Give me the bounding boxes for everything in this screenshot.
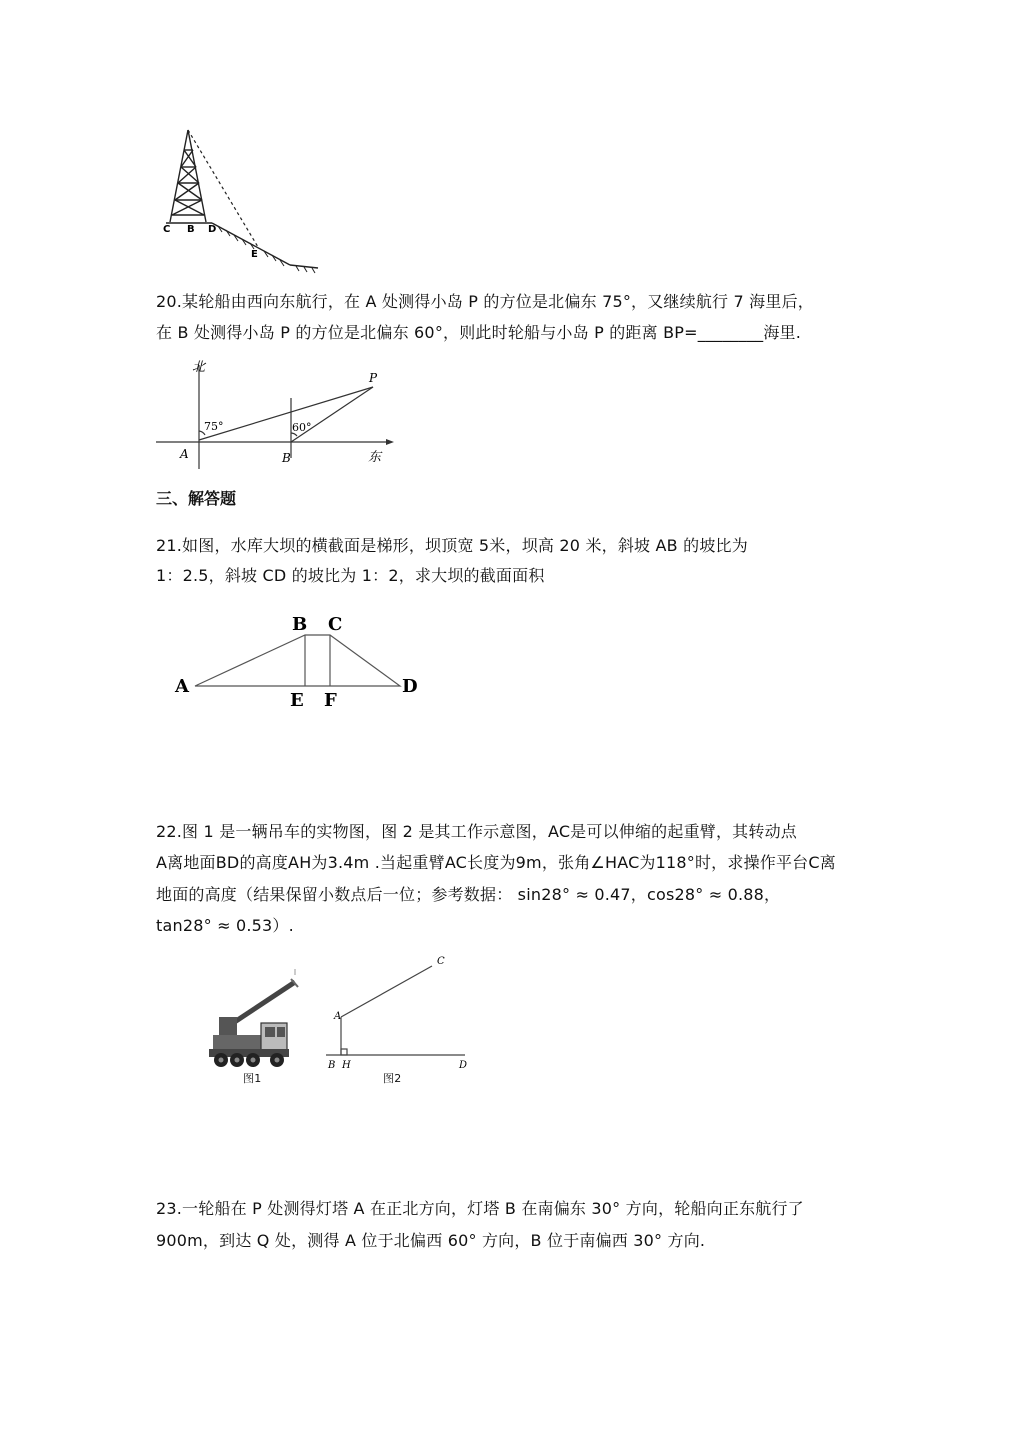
dam-label-d: D — [402, 676, 418, 697]
dam-trapezoid-figure — [170, 610, 430, 715]
q23-line2: 900m，到达 Q 处，测得 A 位于北偏西 60° 方向，B 位于南偏西 30° 方向. — [156, 1231, 706, 1250]
north-label: 北 — [192, 360, 206, 375]
q21-line1: 21.如图，水库大坝的横截面是梯形，坝顶宽 5米，坝高 20 米，斜坡 AB 的坡比为 — [156, 536, 748, 555]
q20-line1: 20.某轮船由西向东航行，在 A 处测得小岛 P 的方位是北偏东 75°，又继续航行 7 海里后， — [156, 292, 814, 311]
tower-figure — [160, 125, 330, 275]
section-heading: 三、解答题 — [156, 489, 237, 508]
crane-schematic-figure — [320, 950, 480, 1075]
east-label: 东 — [368, 450, 382, 465]
figure2-caption: 图2 — [383, 1072, 402, 1085]
dam-label-f: F — [324, 690, 337, 711]
q22-line4: tan28° ≈ 0.53）. — [156, 916, 294, 935]
tower-label-c: C — [163, 224, 171, 235]
angle-75-label: 75° — [204, 420, 224, 433]
schematic-label-d: D — [459, 1060, 468, 1071]
tower-label-b: B — [187, 224, 195, 235]
q22-line3: 地面的高度（结果保留小数点后一位；参考数据： sin28° ≈ 0.47，cos28° ≈ 0.88， — [156, 885, 781, 904]
schematic-label-a: A — [334, 1011, 342, 1022]
tower-label-d: D — [208, 224, 217, 235]
q20-line2: 在 B 处测得小岛 P 的方位是北偏东 60°，则此时轮船与小岛 P 的距离 BP=________海里. — [156, 323, 802, 342]
angle-60-label: 60° — [292, 421, 312, 434]
point-a-label: A — [180, 447, 189, 461]
point-b-label: B — [282, 451, 291, 465]
q20-bearing-figure — [150, 355, 400, 470]
crane-truck-figure — [205, 965, 305, 1080]
q22-line2: A离地面BD的高度AH为3.4m .当起重臂AC长度为9m，张角∠HAC为118°时，求操作平台C离 — [156, 853, 836, 872]
q21-line2: 1：2.5，斜坡 CD 的坡比为 1：2，求大坝的截面面积 — [156, 566, 545, 585]
schematic-label-h: H — [342, 1060, 351, 1071]
figure1-caption: 图1 — [243, 1072, 262, 1085]
point-p-label: P — [369, 371, 378, 385]
schematic-label-b: B — [328, 1060, 336, 1071]
schematic-label-c: C — [437, 956, 445, 967]
q23-line1: 23.一轮船在 P 处测得灯塔 A 在正北方向，灯塔 B 在南偏东 30° 方向，轮船向正东航行了 — [156, 1199, 804, 1218]
tower-label-e: E — [251, 249, 258, 260]
dam-label-e: E — [290, 690, 304, 711]
dam-label-b: B — [292, 614, 308, 635]
dam-label-a: A — [175, 676, 189, 697]
q22-line1: 22.图 1 是一辆吊车的实物图，图 2 是其工作示意图，AC是可以伸缩的起重臂，其转动点 — [156, 822, 797, 841]
dam-label-c: C — [328, 614, 343, 635]
